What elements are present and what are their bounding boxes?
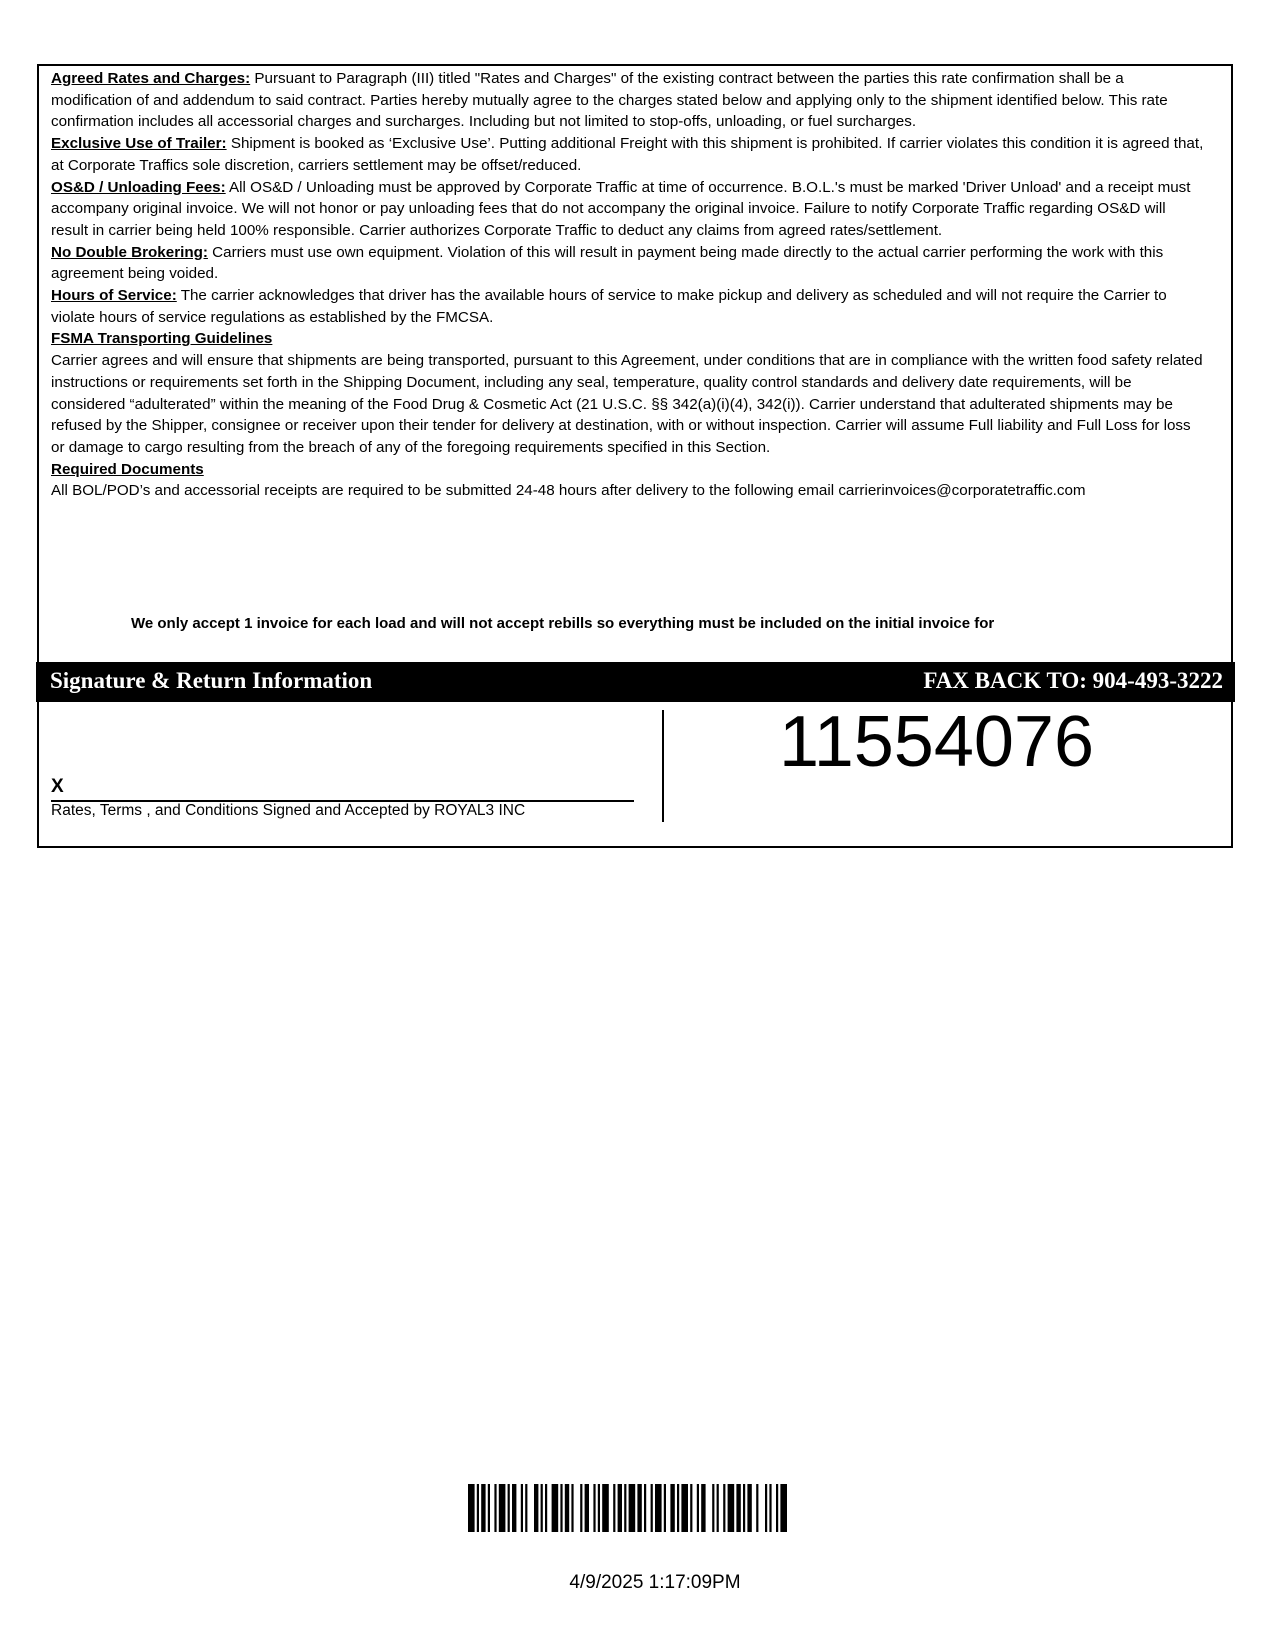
barcode-bar <box>571 1484 573 1532</box>
barcode-bar <box>690 1484 692 1532</box>
barcode-bar <box>723 1484 725 1532</box>
barcode-bar <box>681 1484 688 1532</box>
barcode-bar <box>747 1484 751 1532</box>
barcode-bar <box>477 1484 479 1532</box>
exclusive-use-heading: Exclusive Use of Trailer: <box>51 135 227 153</box>
barcode-bar <box>697 1484 699 1532</box>
barcode-bar <box>624 1484 626 1532</box>
barcode-bar <box>670 1484 674 1532</box>
required-docs-heading: Required Documents <box>51 460 204 478</box>
barcode-bar <box>508 1484 510 1532</box>
signature-caption: Rates, Terms , and Conditions Signed and Accepted by ROYAL3 INC <box>51 802 526 819</box>
barcode-bar <box>743 1484 745 1532</box>
barcode-bar <box>613 1484 615 1532</box>
barcode-bar <box>651 1484 653 1532</box>
barcode-bar <box>545 1484 547 1532</box>
agreed-rates-heading: Agreed Rates and Charges: <box>51 70 251 87</box>
signature-header-bar <box>36 662 1235 702</box>
osd-fees-paragraph <box>51 177 1206 242</box>
terms-box <box>37 64 1233 664</box>
barcode-image <box>468 1484 788 1532</box>
barcode-bar <box>593 1484 595 1532</box>
barcode-bar <box>644 1484 646 1532</box>
barcode-bar <box>494 1484 496 1532</box>
double-brokering-heading: No Double Brokering: <box>51 243 208 261</box>
barcode-bar <box>717 1484 719 1532</box>
barcode-bar <box>541 1484 543 1532</box>
barcode-bar <box>481 1484 485 1532</box>
double-brokering-paragraph <box>51 242 1206 285</box>
fax-back-label: FAX BACK TO: 904-493-3222 <box>923 668 1223 693</box>
required-docs-text: All BOL/POD’s and accessorial receipts are required to be submitted 24-48 hours after delivery to the following email carrierinvoices@corporatetraffic.com <box>51 482 1086 500</box>
barcode-bar <box>780 1484 787 1532</box>
barcode-bar <box>618 1484 622 1532</box>
fsma-text: Carrier agrees and will ensure that shipments are being transported, pursuant to this Agreement, under conditions that are in compliance with the written food safety related instructions or requirements set forth in the Shipping Document, including any seal, temperature, quality control standards and delivery date requirements, will be considered “adulterated” within the meaning of the Food Drug & Cosmetic Act (21 U.S.C. §§ 342(a)(i)(4), 342(i)). Carrier understand that adulterated shipments may be refused by the Shipper, consignee or receiver upon their tender for delivery at destination, with or without inspection. Carrier will assume Full liability and Full Loss for loss or damage to cargo resulting from the breach of any of the foregoing requirements specified in this Section. <box>51 352 1203 456</box>
exclusive-use-text: Shipment is booked as ‘Exclusive Use’. Putting additional Freight with this shipment is prohibited. If carrier violates this condition it is agreed that, at Corporate Traffics sole discretion, carriers settlement may be offset/reduced. <box>51 135 1204 174</box>
exclusive-use-paragraph <box>51 133 1206 176</box>
barcode-bar <box>712 1484 714 1532</box>
barcode-bar <box>468 1484 475 1532</box>
osd-fees-text: All OS&D / Unloading must be approved by Corporate Traffic at time of occurrence. B.O.L.'s must be marked 'Driver Unload' and a receipt must accompany original invoice. We will not honor or pay unloading fees that do not accompany the original invoice. Failure to notify Corporate Traffic regarding OS&D will result in carrier being held 100% responsible. Carrier authorizes Corporate Traffic to deduct any claims from agreed rates/settlement. <box>51 178 1191 239</box>
agreed-rates-paragraph <box>51 68 1206 133</box>
barcode-bar <box>534 1484 538 1532</box>
barcode-bar <box>629 1484 636 1532</box>
hours-of-service-paragraph <box>51 285 1206 328</box>
signature-section-title: Signature & Return Information <box>50 668 373 693</box>
fsma-heading: FSMA Transporting Guidelines <box>51 330 273 348</box>
barcode-bar <box>728 1484 735 1532</box>
vertical-divider <box>662 710 664 822</box>
barcode-bar <box>756 1484 758 1532</box>
osd-fees-heading: OS&D / Unloading Fees: <box>51 178 226 196</box>
barcode-bar <box>602 1484 609 1532</box>
barcode-bar <box>525 1484 527 1532</box>
barcode-bar <box>765 1484 767 1532</box>
barcode-bar <box>585 1484 589 1532</box>
invoice-note: We only accept 1 invoice for each load and will not accept rebills so everything must be included on the initial invoice for <box>131 615 995 632</box>
barcode-bar <box>565 1484 569 1532</box>
barcode-bar <box>499 1484 506 1532</box>
barcode-bar <box>598 1484 600 1532</box>
terms-text <box>51 68 1206 502</box>
barcode-bar <box>701 1484 705 1532</box>
signature-x-mark: X <box>51 776 64 797</box>
barcode-bar <box>664 1484 666 1532</box>
double-brokering-text: Carriers must use own equipment. Violation of this will result in payment being made directly to the actual carrier performing the work with this agreement being voided. <box>51 243 1164 283</box>
barcode-bar <box>736 1484 740 1532</box>
barcode-bar <box>488 1484 490 1532</box>
barcode-bar <box>776 1484 778 1532</box>
barcode-bar <box>580 1484 582 1532</box>
barcode-bar <box>512 1484 516 1532</box>
barcode-bar <box>677 1484 679 1532</box>
barcode-bar <box>560 1484 562 1532</box>
barcode-bar <box>637 1484 641 1532</box>
barcode-bar <box>655 1484 662 1532</box>
signature-box <box>37 700 1233 848</box>
hours-of-service-text: The carrier acknowledges that driver has the available hours of service to make pickup and delivery as scheduled and will not require the Carrier to violate hours of service regulations as established by the FMCSA. <box>51 287 1167 326</box>
barcode-bar <box>552 1484 559 1532</box>
barcode-bar <box>521 1484 523 1532</box>
hours-of-service-heading: Hours of Service: <box>51 287 177 305</box>
print-timestamp: 4/9/2025 1:17:09PM <box>569 1572 741 1593</box>
barcode-bar <box>769 1484 771 1532</box>
agreed-rates-text: Pursuant to Paragraph (III) titled "Rates and Charges" of the existing contract between the parties this rate confirmation shall be a modification of and addendum to said contract. Parties hereby mutually agree to the charges stated below and applying only to the shipment identified below. This rate confirmation includes all accessorial charges and surcharges. Including but not limited to stop-offs, unloading, or fuel surcharges. <box>51 70 1168 131</box>
load-number: 11554076 <box>779 702 1094 782</box>
